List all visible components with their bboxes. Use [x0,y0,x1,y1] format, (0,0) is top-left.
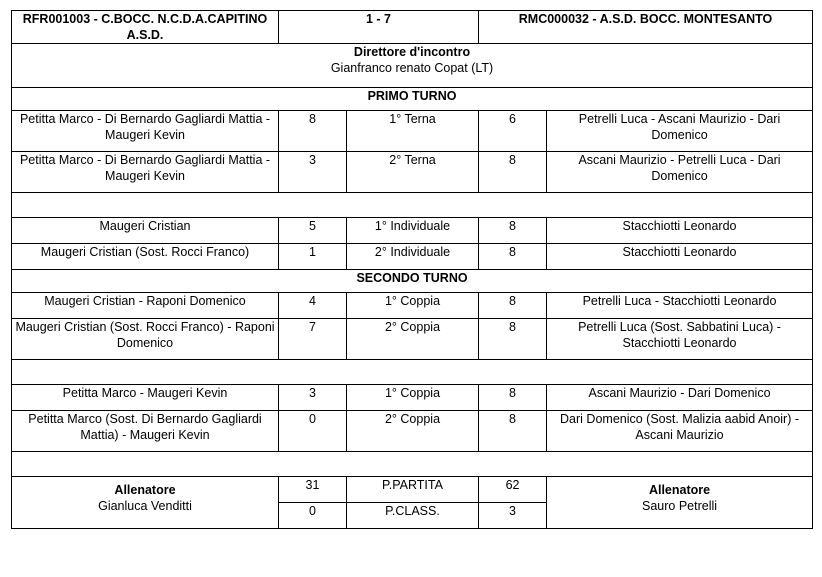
away-players: Petrelli Luca - Ascani Maurizio - Dari Domenico [547,111,813,152]
referee-row [12,44,813,88]
referee-cell [12,44,813,88]
home-players: Petitta Marco - Di Bernardo Gagliardi Mattia - Maugeri Kevin [12,152,279,193]
away-score: 8 [479,152,547,193]
home-coach-cell [12,477,279,529]
spacer-row [12,360,813,385]
home-score: 3 [279,385,347,411]
match-header-row [12,11,813,44]
home-score: 7 [279,319,347,360]
game-type: 1° Individuale [347,218,479,244]
home-team: RFR001003 - C.BOCC. N.C.D.A.CAPITINO A.S.D. [12,11,279,44]
away-players: Ascani Maurizio - Dari Domenico [547,385,813,411]
section-title-second: SECONDO TURNO [12,270,813,293]
away-players: Stacchiotti Leonardo [547,218,813,244]
home-players: Maugeri Cristian - Raponi Domenico [12,293,279,319]
home-players: Maugeri Cristian (Sost. Rocci Franco) - Raponi Domenico [12,319,279,360]
away-score: 8 [479,411,547,452]
home-score: 5 [279,218,347,244]
spacer-cell [12,360,813,385]
home-class-points: 0 [279,503,347,529]
away-score: 8 [479,244,547,270]
home-coach-title: Allenatore [114,483,176,497]
away-score: 8 [479,218,547,244]
spacer-row [12,452,813,477]
table-row [12,152,813,193]
home-players: Petitta Marco - Maugeri Kevin [12,385,279,411]
away-score: 8 [479,293,547,319]
referee-title: Direttore d'incontro [353,45,471,59]
game-type: 2° Coppia [347,411,479,452]
game-type: 2° Terna [347,152,479,193]
away-coach-cell [547,477,813,529]
away-team: RMC000032 - A.S.D. BOCC. MONTESANTO [479,11,813,44]
away-coach-title: Allenatore [648,483,711,497]
home-partita-points: 31 [279,477,347,503]
home-players: Maugeri Cristian (Sost. Rocci Franco) [12,244,279,270]
table-row [12,411,813,452]
game-type: 1° Coppia [347,293,479,319]
game-type: 1° Terna [347,111,479,152]
spacer-cell [12,452,813,477]
table-row [12,218,813,244]
game-type: 1° Coppia [347,385,479,411]
partita-label: P.PARTITA [347,477,479,503]
totals-row-partita [12,477,813,503]
game-type: 2° Coppia [347,319,479,360]
section-title-first: PRIMO TURNO [12,88,813,111]
home-score: 0 [279,411,347,452]
away-players: Petrelli Luca - Stacchiotti Leonardo [547,293,813,319]
class-label: P.CLASS. [347,503,479,529]
table-row [12,111,813,152]
home-score: 8 [279,111,347,152]
spacer-cell [12,193,813,218]
home-players: Petitta Marco - Di Bernardo Gagliardi Mattia - Maugeri Kevin [12,111,279,152]
away-coach-name: Sauro Petrelli [642,499,718,513]
away-class-points: 3 [479,503,547,529]
table-row [12,244,813,270]
home-score: 4 [279,293,347,319]
section-row-first [12,88,813,111]
away-players: Dari Domenico (Sost. Malizia aabid Anoir) - Ascani Maurizio [547,411,813,452]
match-report-table [11,10,813,529]
away-score: 8 [479,319,547,360]
away-score: 8 [479,385,547,411]
table-row [12,385,813,411]
away-players: Ascani Maurizio - Petrelli Luca - Dari Domenico [547,152,813,193]
game-type: 2° Individuale [347,244,479,270]
home-players: Maugeri Cristian [12,218,279,244]
referee-name: Gianfranco renato Copat (LT) [330,61,494,75]
home-score: 3 [279,152,347,193]
table-row [12,293,813,319]
table-row [12,319,813,360]
away-players: Petrelli Luca (Sost. Sabbatini Luca) - Stacchiotti Leonardo [547,319,813,360]
spacer-row [12,193,813,218]
home-players: Petitta Marco (Sost. Di Bernardo Gagliardi Mattia) - Maugeri Kevin [12,411,279,452]
away-score: 6 [479,111,547,152]
away-partita-points: 62 [479,477,547,503]
match-score: 1 - 7 [279,11,479,44]
away-players: Stacchiotti Leonardo [547,244,813,270]
home-coach-name: Gianluca Venditti [98,499,192,513]
section-row-second [12,270,813,293]
home-score: 1 [279,244,347,270]
